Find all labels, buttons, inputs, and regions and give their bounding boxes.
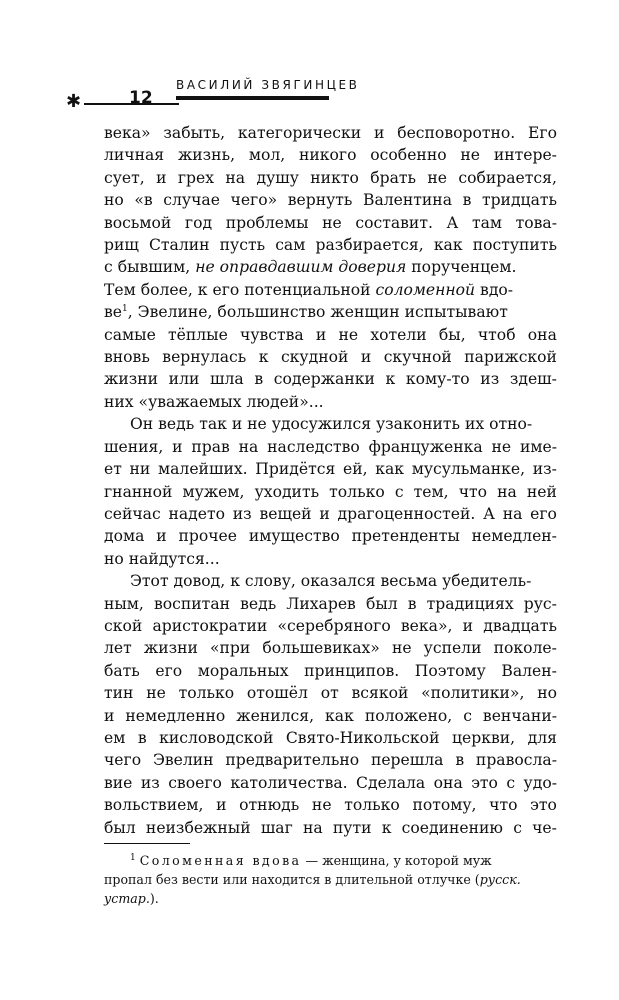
author-underline: [176, 96, 329, 100]
word: в: [254, 370, 264, 389]
text-line: [104, 615, 557, 637]
word: Сталин: [148, 236, 210, 255]
word: содержанки: [273, 370, 375, 389]
word: немедленно: [125, 706, 226, 725]
word: сам: [275, 236, 306, 255]
word: никто: [310, 168, 359, 187]
word: собирается,: [458, 168, 557, 187]
word: что: [489, 796, 518, 815]
word: как: [325, 706, 354, 725]
word: наследство: [267, 437, 360, 456]
word: никого: [299, 146, 357, 165]
text-line: [104, 301, 557, 323]
word: Эвелин: [152, 751, 214, 770]
word: его: [530, 504, 557, 523]
text-line: [104, 122, 557, 144]
text-line: [104, 817, 557, 839]
footnote-abbreviation: устар.: [104, 891, 150, 906]
word: не: [322, 213, 342, 232]
text-run: порученцем.: [406, 258, 517, 277]
text-line: [104, 660, 557, 682]
text-line: [104, 436, 557, 458]
text-line: [104, 772, 557, 794]
text-line: [104, 212, 557, 234]
text-line: [104, 256, 557, 278]
text-run: с бывшим,: [104, 258, 196, 277]
word: личная: [104, 146, 165, 165]
word: парижской: [464, 348, 557, 367]
word: к: [381, 818, 392, 837]
word: с: [513, 818, 522, 837]
word: положено,: [364, 706, 453, 725]
body-text: [104, 122, 557, 839]
word: на: [302, 818, 323, 837]
word: тем,: [413, 482, 449, 501]
word: с: [463, 706, 472, 725]
word: двадцать: [483, 616, 557, 635]
word: к: [258, 348, 269, 367]
text-line: [104, 167, 557, 189]
word: и: [216, 796, 227, 815]
word: но: [104, 191, 124, 210]
word: драгоценностей.: [337, 504, 476, 523]
word: кисловодской: [159, 728, 274, 747]
word: прочее: [178, 527, 238, 546]
word: это: [471, 773, 498, 792]
word: самые: [104, 325, 156, 344]
footnote-marker: 1: [130, 852, 136, 863]
word: был: [365, 594, 398, 613]
word: восьмой: [104, 213, 172, 232]
word: тёплые: [168, 325, 228, 344]
text-line: Он ведь так и не удосужился узаконить их отно-: [130, 415, 533, 434]
footnote-reference: 1: [122, 304, 128, 315]
word: и: [373, 124, 385, 142]
italic-phrase: соломенной: [375, 280, 476, 299]
word: успели: [423, 639, 482, 658]
word: своего: [168, 773, 222, 792]
word: Свято-Никольской: [285, 728, 440, 747]
footnote-line: [104, 889, 557, 908]
word: А: [446, 213, 459, 232]
word: категорически: [237, 124, 362, 142]
text-line: [104, 458, 557, 480]
word: случае: [163, 191, 220, 210]
word: правосла-: [475, 751, 557, 770]
word: и: [319, 504, 330, 523]
word: жизни: [143, 639, 198, 658]
word: не: [460, 146, 481, 165]
word: не: [427, 168, 447, 187]
footnote-abbreviation: русск.: [479, 872, 521, 887]
word: душу: [256, 168, 299, 187]
word: имущество: [248, 527, 340, 546]
word: хотели: [370, 325, 427, 344]
word: только: [178, 684, 235, 703]
word: составит.: [355, 213, 433, 232]
word: скудной: [280, 348, 349, 367]
paragraph-1: [104, 122, 557, 413]
footnote: [104, 851, 557, 908]
word: француженка: [368, 437, 483, 456]
footnote-text: ).: [149, 891, 159, 906]
word: там: [471, 213, 503, 232]
word: венчани-: [482, 706, 557, 725]
word: она: [433, 773, 463, 792]
word: из: [232, 504, 252, 523]
text-line: них «уважаемых людей»...: [104, 392, 324, 411]
word: но: [537, 684, 557, 703]
word: чувства: [240, 325, 304, 344]
word: перешла: [370, 751, 444, 770]
word: в: [137, 728, 147, 747]
word: интере-: [493, 146, 557, 165]
word: «серебряного: [277, 616, 391, 635]
word: год: [184, 213, 213, 232]
word: от: [320, 684, 339, 703]
word: че-: [532, 818, 557, 837]
word: в: [462, 191, 472, 210]
word: шла: [210, 370, 244, 389]
word: бесповоротно.: [397, 124, 516, 142]
footnote-separator: [104, 843, 190, 844]
word: она: [527, 325, 557, 344]
word: и: [104, 706, 115, 725]
word: это: [530, 796, 557, 815]
star-ornament-icon: ✱: [66, 91, 82, 112]
word: с: [394, 482, 404, 501]
word: вернулась: [162, 348, 247, 367]
running-header: [0, 0, 619, 115]
word: мужем,: [182, 482, 245, 501]
word: ей,: [342, 460, 368, 479]
text-run: , Эвелине, большинство женщин испытывают: [127, 303, 508, 322]
word: сейчас: [104, 504, 161, 523]
word: ет: [104, 460, 122, 479]
word: для: [527, 728, 557, 747]
word: отошёл: [246, 684, 308, 703]
word: женился,: [236, 706, 315, 725]
word: и: [156, 527, 167, 546]
word: вольствием,: [104, 796, 204, 815]
text-line: Этот довод, к слову, оказался весьма убедитель-: [130, 572, 532, 591]
italic-phrase: не оправдавшим доверия: [195, 258, 407, 277]
word: принципов.: [304, 661, 400, 680]
word: потому,: [412, 796, 477, 815]
word: века»,: [400, 616, 453, 635]
word: церкви,: [451, 728, 516, 747]
word: малейших.: [158, 460, 248, 479]
word: пути: [332, 818, 372, 837]
word: «в: [134, 191, 153, 210]
text-line: [104, 525, 557, 547]
word: сует,: [104, 168, 145, 187]
word: особенно: [370, 146, 447, 165]
word: из: [480, 370, 500, 389]
footnote-text: пропал без вести или находится в длительной отлучке (: [104, 872, 480, 887]
word: ем: [104, 728, 126, 747]
word: здеш-: [509, 370, 557, 389]
text-line: [104, 503, 557, 525]
word: к: [385, 370, 396, 389]
word: тин: [104, 684, 134, 703]
text-line: [104, 324, 557, 346]
footnote-line: [104, 870, 557, 889]
word: гнанной: [104, 482, 173, 501]
word: на: [497, 482, 517, 501]
word: бать: [104, 661, 140, 680]
word: в: [407, 594, 417, 613]
word: удо-: [523, 773, 557, 792]
text-line: [104, 749, 557, 771]
word: и: [156, 168, 167, 187]
word: мол,: [248, 146, 286, 165]
running-head-author: ВАСИЛИЙ ЗВЯГИНЦЕВ: [176, 78, 360, 92]
word: на: [238, 437, 259, 456]
word: Лихарев: [286, 594, 356, 613]
word: на: [502, 504, 523, 523]
text-line: [104, 279, 557, 301]
text-line: [104, 682, 557, 704]
word: из: [140, 773, 160, 792]
word: бы,: [438, 325, 466, 344]
word: вие: [104, 773, 133, 792]
word: воспитан: [154, 594, 231, 613]
word: грех: [177, 168, 215, 187]
word: Вален-: [501, 661, 557, 680]
word: моральных: [197, 661, 289, 680]
word: с: [506, 773, 516, 792]
word: жизни: [104, 370, 159, 389]
word: надето: [168, 504, 226, 523]
footnote-term: Соломенная вдова: [139, 853, 302, 868]
word: не: [391, 639, 412, 658]
word: забыть,: [163, 124, 226, 142]
word: «при: [209, 639, 251, 658]
word: ведь: [240, 594, 277, 613]
word: ней: [526, 482, 557, 501]
text-line: [104, 346, 557, 368]
text-line: [104, 794, 557, 816]
word: Его: [528, 124, 557, 142]
word: чего: [104, 751, 142, 770]
text-run: ве: [104, 303, 123, 322]
word: неизбежный: [145, 818, 251, 837]
word: только: [329, 482, 385, 501]
text-line: [104, 593, 557, 615]
word: немедлен-: [471, 527, 557, 546]
paragraph-3: [104, 570, 557, 839]
text-line: [104, 189, 557, 211]
text-line: но найдутся...: [104, 549, 220, 568]
word: или: [168, 370, 200, 389]
word: пусть: [219, 236, 266, 255]
word: име-: [519, 437, 557, 456]
word: това-: [515, 213, 557, 232]
word: рус-: [523, 594, 557, 613]
word: был: [104, 818, 136, 837]
word: как: [433, 236, 463, 255]
word: его: [155, 661, 183, 680]
text-line: [104, 637, 557, 659]
text-line: [104, 368, 557, 390]
word: вещей: [259, 504, 312, 523]
text-line: [104, 705, 557, 727]
word: на: [225, 168, 246, 187]
word: мусульманке,: [411, 460, 526, 479]
paragraph-2: [104, 413, 557, 570]
word: рищ: [104, 236, 139, 255]
word: не: [338, 325, 359, 344]
text-line: [104, 234, 557, 256]
footnote-line: [104, 851, 557, 870]
word: шения,: [104, 437, 164, 456]
word: и: [462, 616, 474, 635]
word: проблемы: [225, 213, 309, 232]
page-number: 12: [129, 88, 153, 108]
word: жизнь,: [177, 146, 236, 165]
word: Поэтому: [414, 661, 486, 680]
word: претенденты: [351, 527, 460, 546]
word: ской: [104, 616, 143, 635]
word: кому-то: [405, 370, 470, 389]
word: не: [491, 437, 512, 456]
word: поступить: [472, 236, 557, 255]
text-run: вдо-: [475, 280, 514, 299]
word: шаг: [260, 818, 293, 837]
word: католичества.: [230, 773, 348, 792]
text-line: [104, 144, 557, 166]
word: и: [315, 325, 327, 344]
text-line: [104, 727, 557, 749]
word: тридцать: [481, 191, 557, 210]
word: поколе-: [493, 639, 557, 658]
word: ным,: [104, 594, 144, 613]
word: в: [455, 751, 465, 770]
word: прав: [191, 437, 230, 456]
word: века»: [104, 124, 151, 142]
word: скучной: [383, 348, 452, 367]
word: только: [344, 796, 400, 815]
word: Валентина: [363, 191, 452, 210]
word: что: [458, 482, 488, 501]
word: «политики»,: [421, 684, 525, 703]
word: отнюдь: [239, 796, 300, 815]
footnote-text: — женщина, у которой муж: [301, 853, 492, 868]
word: разбирается,: [315, 236, 424, 255]
word: лет: [104, 639, 132, 658]
word: соединению: [401, 818, 503, 837]
word: чтоб: [477, 325, 516, 344]
text-line: [104, 481, 557, 503]
word: как: [375, 460, 405, 479]
word: и: [360, 348, 372, 367]
word: аристократии: [152, 616, 268, 635]
word: из-: [532, 460, 557, 479]
word: предварительно: [225, 751, 360, 770]
word: вернуть: [287, 191, 353, 210]
word: не: [146, 684, 166, 703]
word: и: [172, 437, 183, 456]
word: Сделала: [356, 773, 426, 792]
word: всякой: [351, 684, 409, 703]
word: вновь: [104, 348, 150, 367]
word: традициях: [426, 594, 514, 613]
word: дома: [104, 527, 145, 546]
word: Придётся: [255, 460, 336, 479]
word: ни: [129, 460, 151, 479]
word: уходить: [254, 482, 320, 501]
word: не: [311, 796, 332, 815]
word: чего»: [230, 191, 278, 210]
text-run: Тем более, к его потенциальной: [104, 280, 376, 299]
word: брать: [370, 168, 416, 187]
word: А: [483, 504, 495, 523]
word: большевиках»: [262, 639, 380, 658]
